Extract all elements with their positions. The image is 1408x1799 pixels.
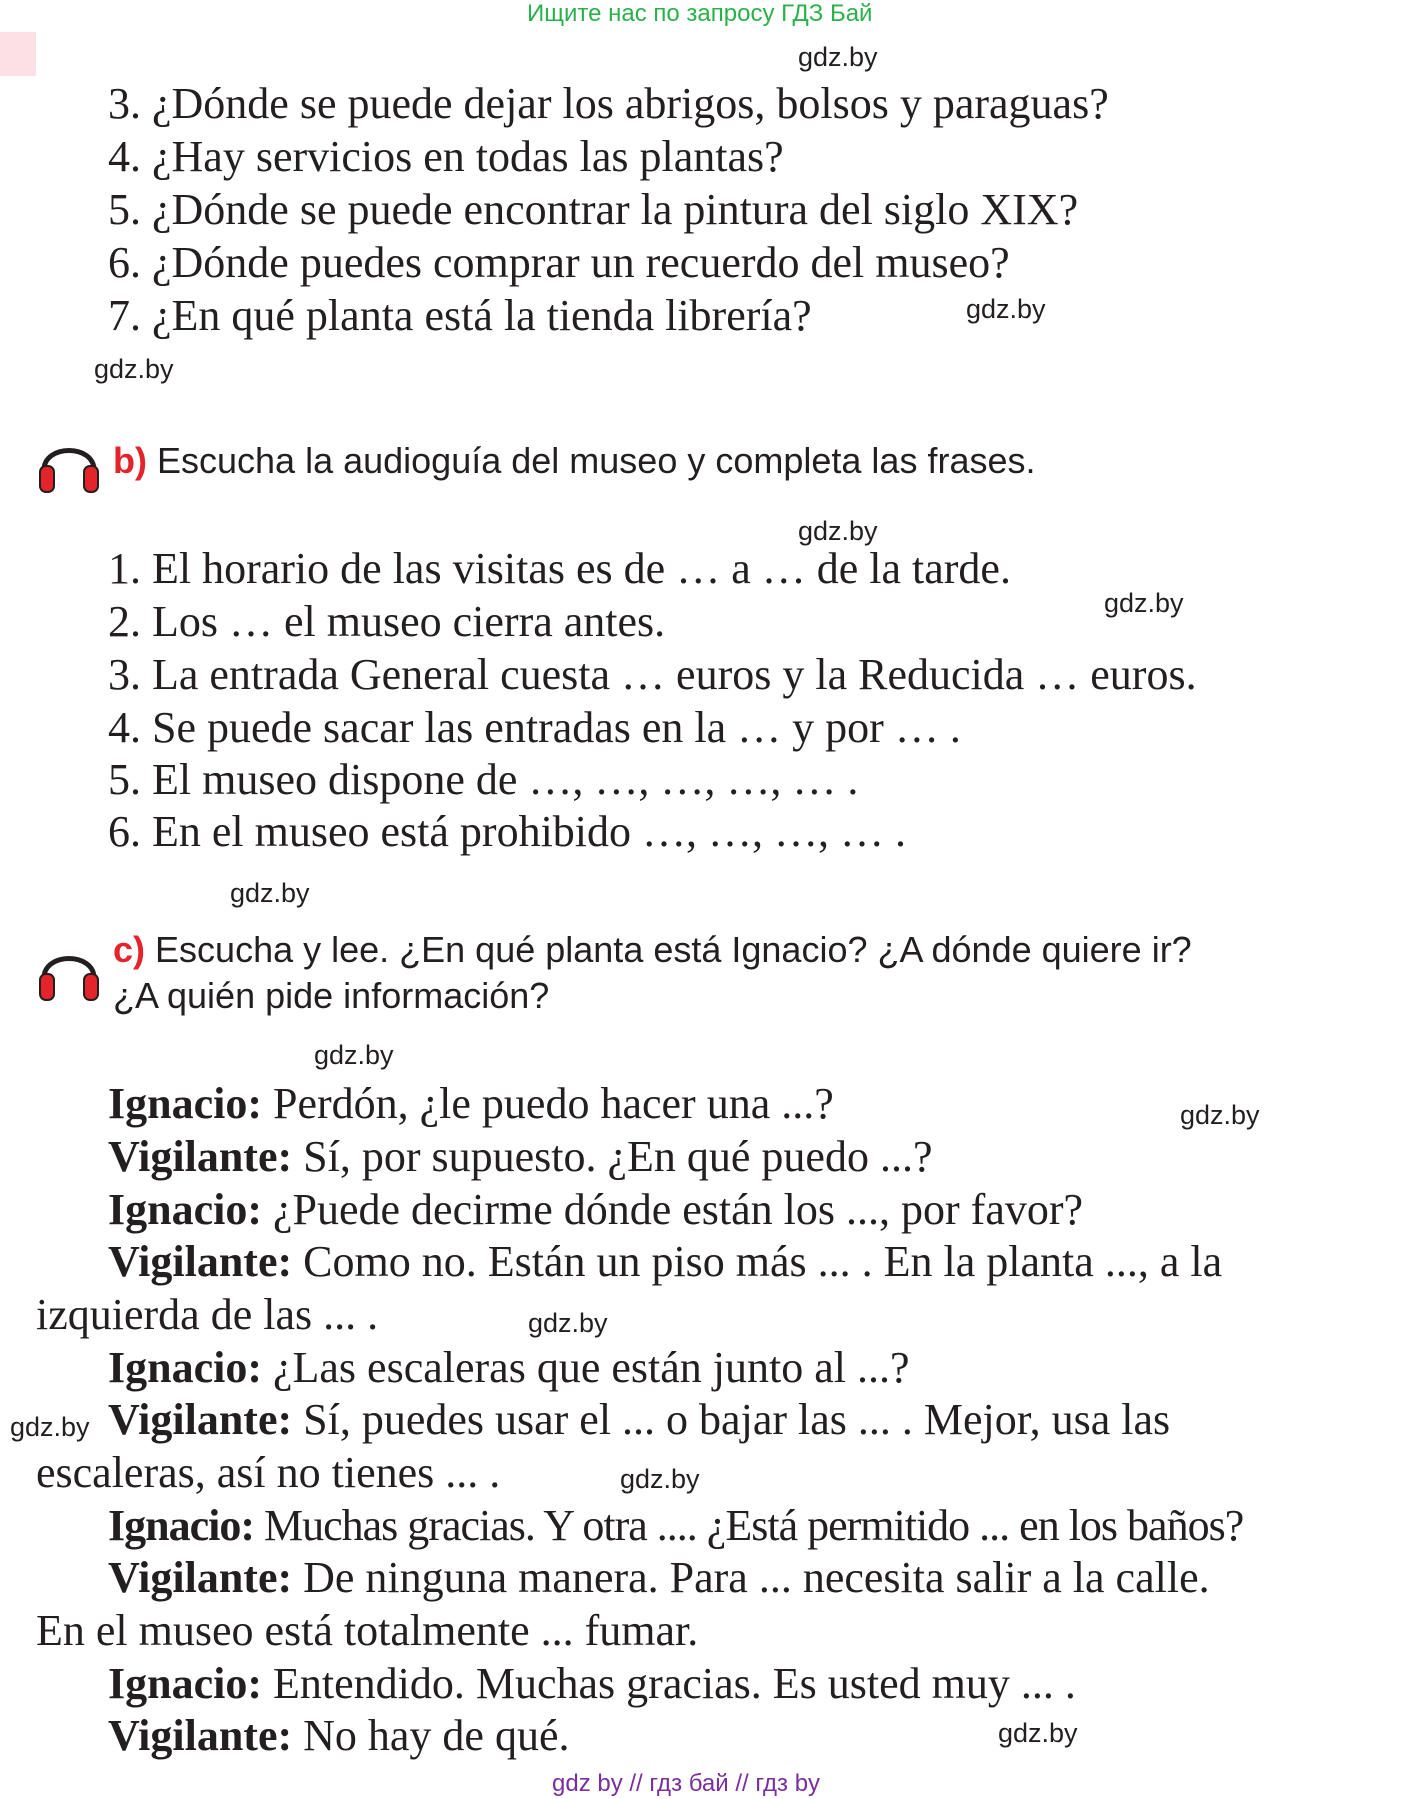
speaker: Ignacio:: [108, 1501, 254, 1550]
dialogue-line: [108, 1236, 1222, 1288]
dialogue-line: [108, 1131, 932, 1183]
watermark: gdz.by: [966, 294, 1046, 324]
list-item: 7. ¿En qué planta está la tienda librería?: [108, 291, 812, 340]
watermark: gdz.by: [620, 1464, 700, 1494]
speech: Entendido. Muchas gracias. Es usted muy ... .: [262, 1659, 1076, 1708]
instruction-text: ¿A quién pide información?: [113, 975, 550, 1016]
speech: De ninguna manera. Para ... necesita salir a la calle.: [292, 1553, 1210, 1602]
dialogue-continuation: En el museo está totalmente ... fumar.: [36, 1606, 699, 1655]
instruction-text: Escucha y lee. ¿En qué planta está Ignacio? ¿A dónde quiere ir?: [155, 929, 1192, 970]
watermark: gdz.by: [230, 878, 310, 908]
list-item: 6. En el museo está prohibido …, …, …, … .: [108, 807, 907, 856]
list-item: 3. ¿Dónde se puede dejar los abrigos, bolsos y paraguas?: [108, 79, 1109, 128]
list-item: 4. ¿Hay servicios en todas las plantas?: [108, 132, 784, 181]
speech: No hay de qué.: [292, 1711, 570, 1760]
watermark: gdz.by: [798, 42, 878, 72]
watermark: gdz.by: [314, 1040, 394, 1070]
watermark: gdz.by: [10, 1412, 90, 1442]
speaker: Vigilante:: [108, 1395, 293, 1444]
watermark: gdz.by: [798, 516, 878, 546]
list-item: 2. Los … el museo cierra antes.: [108, 597, 666, 646]
list-item: 4. Se puede sacar las entradas en la … y por … .: [108, 703, 961, 752]
dialogue-line: [108, 1394, 1170, 1446]
dialogue-line: [108, 1342, 910, 1394]
watermark: gdz.by: [94, 354, 174, 384]
dialogue-line: [108, 1658, 1076, 1710]
watermark: gdz.by: [1104, 588, 1184, 618]
headphones-icon: [36, 940, 102, 1002]
page-corner-tab: [0, 32, 36, 76]
section-letter: c): [113, 929, 146, 970]
list-item: 1. El horario de las visitas es de … a … de la tarde.: [108, 544, 1011, 593]
dialogue-continuation: escaleras, así no tienes ... .: [36, 1448, 501, 1497]
headphones-icon: [36, 432, 102, 494]
speaker: Ignacio:: [108, 1659, 262, 1708]
dialogue-line: [108, 1710, 570, 1762]
speaker: Ignacio:: [108, 1343, 262, 1392]
list-item: 3. La entrada General cuesta … euros y la Reducida … euros.: [108, 650, 1197, 699]
dialogue-line: [108, 1184, 1083, 1236]
speaker: Vigilante:: [108, 1132, 293, 1181]
speech: Sí, puedes usar el ... o bajar las ... . Mejor, usa las: [292, 1395, 1171, 1444]
speech: Como no. Están un piso más ... . En la planta ..., a la: [292, 1237, 1223, 1286]
instruction-text: Escucha la audioguía del museo y completa las frases.: [157, 440, 1036, 481]
speech: Perdón, ¿le puedo hacer una ...?: [262, 1079, 834, 1128]
dialogue-line: [108, 1500, 1243, 1552]
speech: Muchas gracias. Y otra .... ¿Está permitido ... en los baños?: [254, 1501, 1244, 1550]
list-item: 5. ¿Dónde se puede encontrar la pintura del siglo XIX?: [108, 185, 1079, 234]
instruction-b: [113, 438, 1035, 484]
speaker: Ignacio:: [108, 1079, 262, 1128]
dialogue-line: [108, 1552, 1210, 1604]
dialogue-line: [108, 1078, 834, 1130]
section-letter: b): [113, 440, 147, 481]
speaker: Vigilante:: [108, 1237, 293, 1286]
watermark: gdz.by: [998, 1718, 1078, 1748]
instruction-c: [113, 927, 1192, 973]
speaker: Vigilante:: [108, 1711, 293, 1760]
list-item: 5. El museo dispone de …, …, …, …, … .: [108, 755, 859, 804]
speech: Sí, por supuesto. ¿En qué puedo ...?: [292, 1132, 933, 1181]
dialogue-continuation: izquierda de las ... .: [36, 1290, 379, 1339]
speaker: Ignacio:: [108, 1185, 262, 1234]
speech: ¿Puede decirme dónde están los ..., por favor?: [262, 1185, 1084, 1234]
list-item: 6. ¿Dónde puedes comprar un recuerdo del museo?: [108, 238, 1010, 287]
speech: ¿Las escaleras que están junto al ...?: [262, 1343, 910, 1392]
speaker: Vigilante:: [108, 1553, 293, 1602]
watermark: gdz.by: [528, 1308, 608, 1338]
watermark: gdz.by: [1180, 1100, 1260, 1130]
top-banner: Ищите нас по запросу ГДЗ Бай: [527, 0, 873, 27]
bottom-banner: gdz by // гдз бай // гдз by: [552, 1770, 821, 1797]
